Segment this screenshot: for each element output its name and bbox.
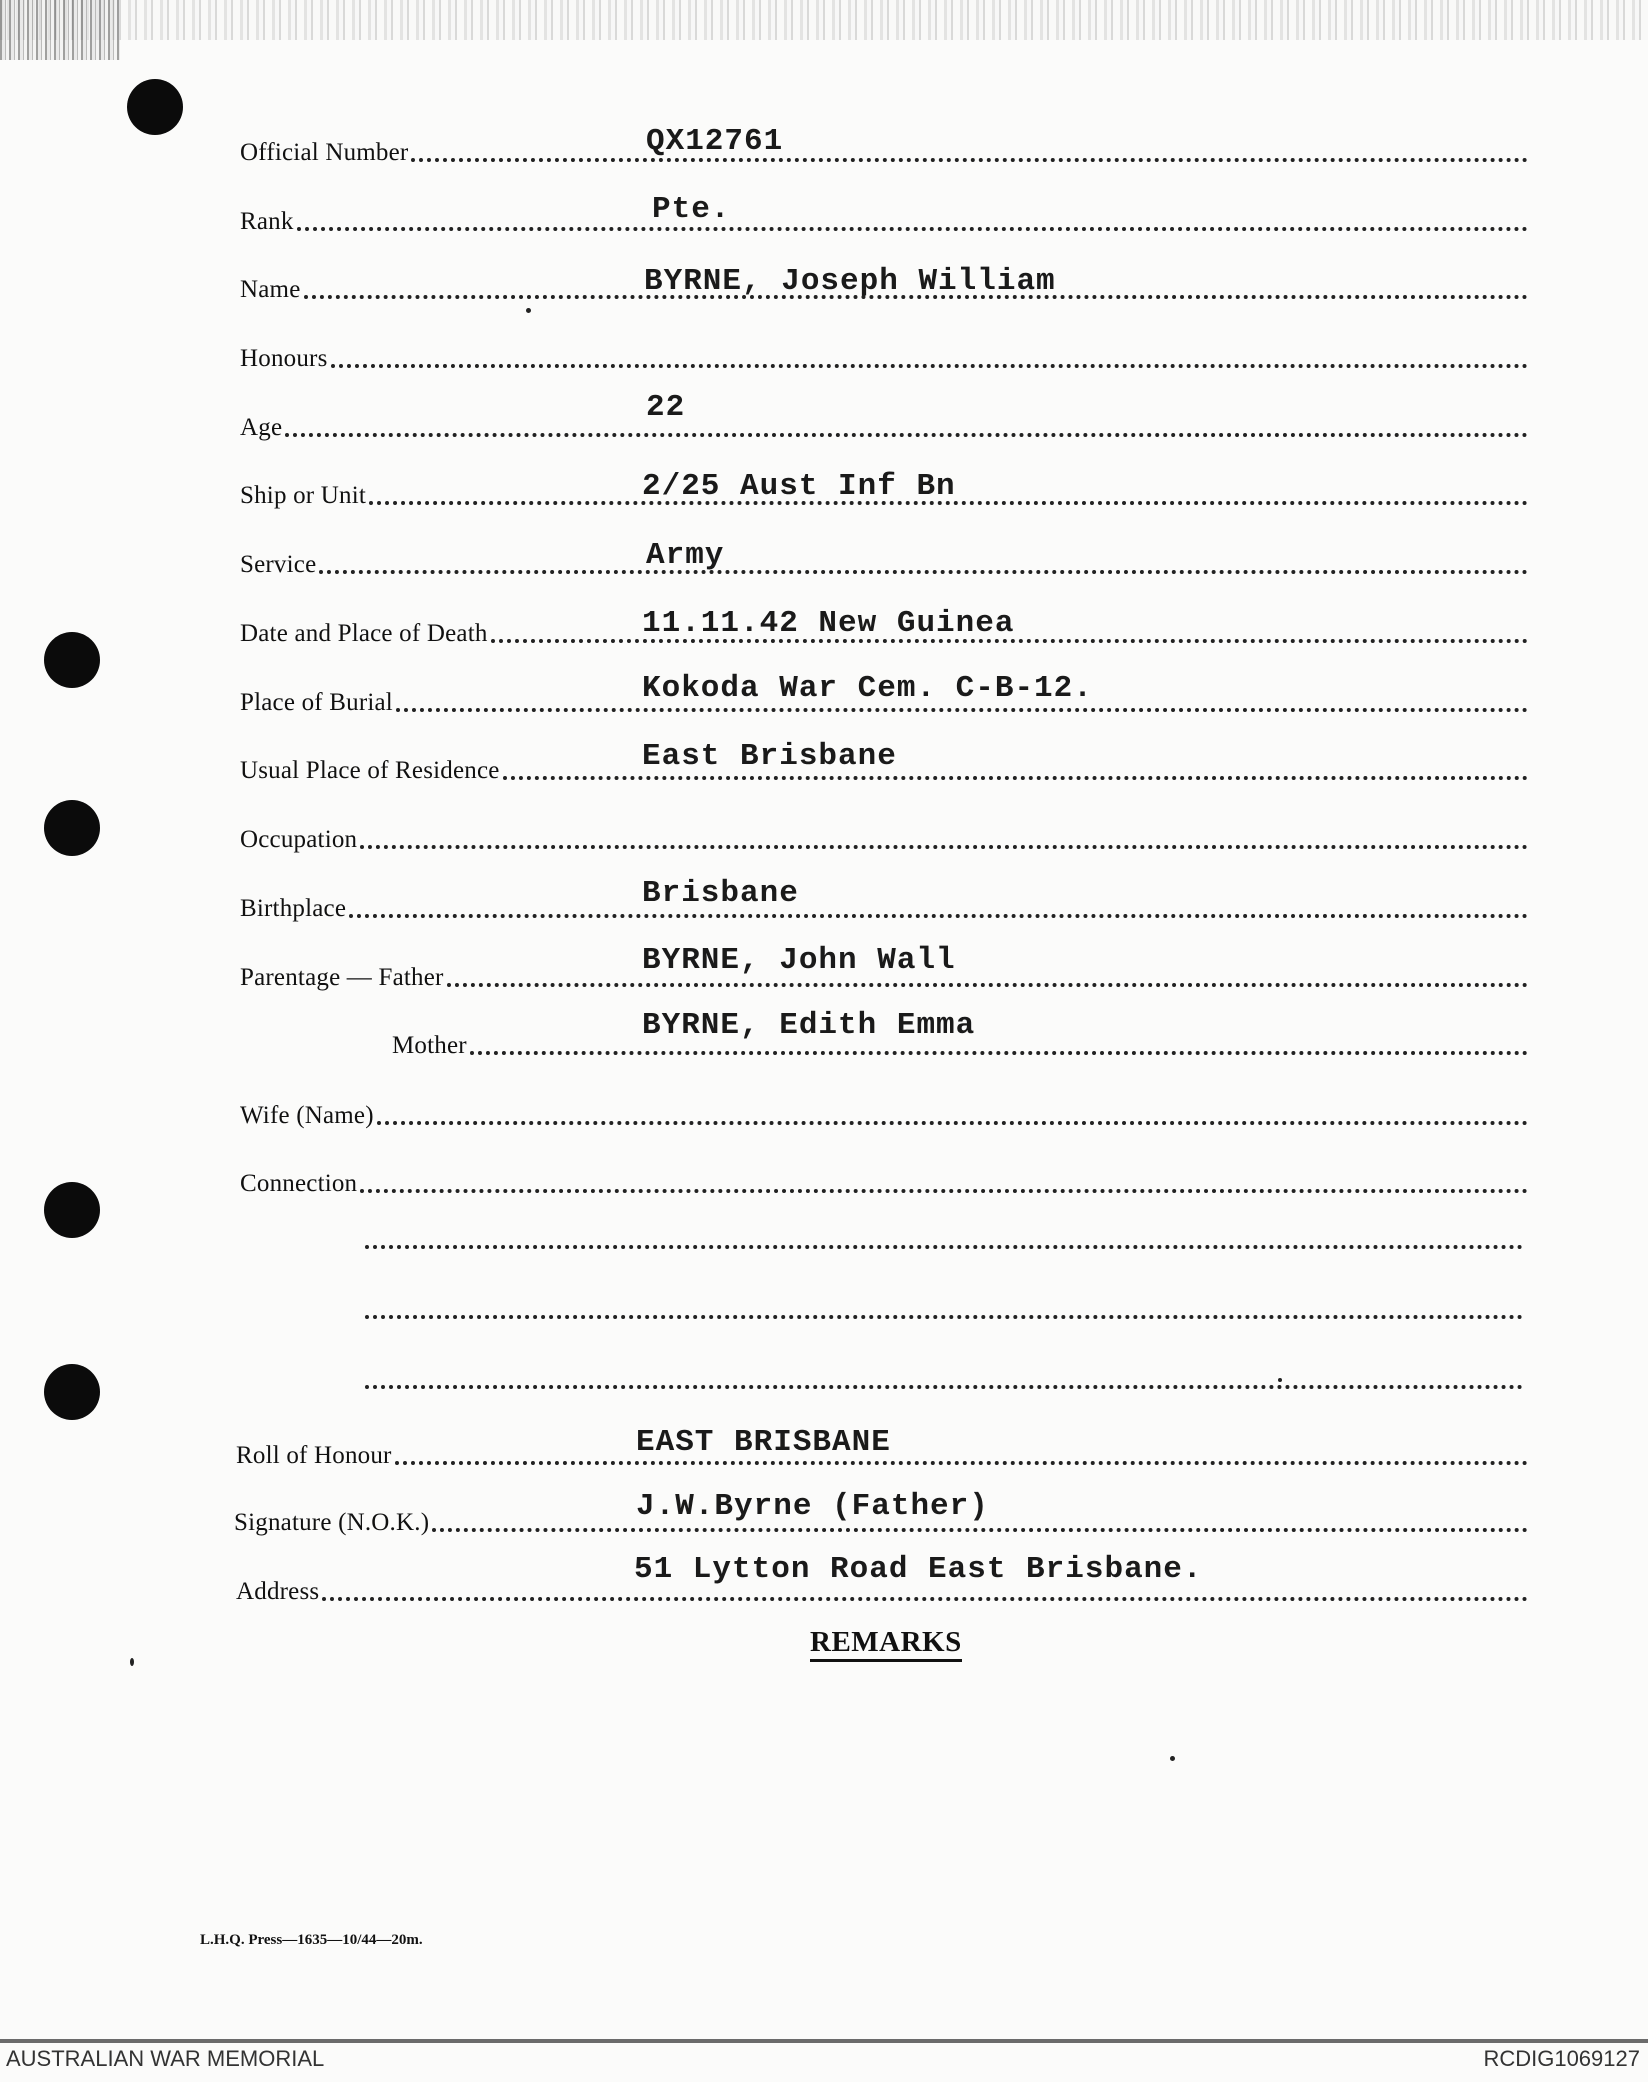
value-mother: BYRNE, Edith Emma xyxy=(642,1008,976,1043)
dotted-leader xyxy=(297,227,1528,231)
value-place-of-burial: Kokoda War Cem. C-B-12. xyxy=(642,671,1093,706)
dotted-leader xyxy=(447,983,1528,987)
label: Usual Place of Residence xyxy=(240,757,500,784)
label: Service xyxy=(240,551,317,578)
label: Address xyxy=(236,1578,320,1605)
label: Wife (Name) xyxy=(240,1102,374,1129)
value-parentage-father: BYRNE, John Wall xyxy=(642,943,956,978)
remarks-heading: REMARKS xyxy=(810,1626,962,1662)
dotted-leader xyxy=(319,570,1528,574)
label: Name xyxy=(240,276,301,303)
value-service: Army xyxy=(646,538,725,573)
field-honours xyxy=(240,333,1528,373)
dotted-leader xyxy=(432,1528,1528,1532)
dotted-leader xyxy=(395,1461,1528,1465)
value-birthplace: Brisbane xyxy=(642,876,799,911)
value-date-place-of-death: 11.11.42 New Guinea xyxy=(642,606,1015,641)
dotted-leader xyxy=(322,1597,1528,1601)
dotted-leader xyxy=(360,1189,1528,1193)
scan-edge-noise xyxy=(0,0,1648,40)
label: Honours xyxy=(240,345,328,372)
label: Parentage — Father xyxy=(240,964,444,991)
scan-speck xyxy=(1170,1756,1175,1761)
label: Mother xyxy=(392,1032,467,1059)
dotted-leader xyxy=(503,776,1528,780)
label: Birthplace xyxy=(240,895,347,922)
field-birthplace xyxy=(240,883,1528,923)
dotted-leader xyxy=(360,845,1528,849)
connection-continuation-line xyxy=(365,1315,1523,1319)
scan-speck xyxy=(1278,1378,1282,1382)
label: Place of Burial xyxy=(240,689,393,716)
punch-hole xyxy=(44,1182,100,1238)
label: Ship or Unit xyxy=(240,482,367,509)
dotted-leader xyxy=(470,1051,1528,1055)
field-wife-name xyxy=(240,1090,1528,1130)
value-address: 51 Lytton Road East Brisbane. xyxy=(634,1552,1203,1587)
footer-record-id: RCDIG1069127 xyxy=(1483,2046,1640,2071)
connection-continuation-line xyxy=(365,1385,1523,1389)
label: Date and Place of Death xyxy=(240,620,488,647)
punch-hole xyxy=(44,1364,100,1420)
label: Age xyxy=(240,414,283,441)
dotted-leader xyxy=(377,1121,1528,1125)
bottom-rule xyxy=(0,2039,1648,2043)
value-signature-nok: J.W.Byrne (Father) xyxy=(636,1489,989,1524)
dotted-leader xyxy=(396,708,1528,712)
press-note: L.H.Q. Press—1635—10/44—20m. xyxy=(200,1932,423,1948)
value-usual-place-of-residence: East Brisbane xyxy=(642,739,897,774)
dotted-leader xyxy=(349,914,1528,918)
label: Occupation xyxy=(240,826,358,853)
field-service xyxy=(240,539,1528,579)
value-ship-or-unit: 2/25 Aust Inf Bn xyxy=(642,469,956,504)
field-official-number xyxy=(240,127,1528,167)
label: Signature (N.O.K.) xyxy=(234,1509,430,1536)
label: Connection xyxy=(240,1170,358,1197)
value-age: 22 xyxy=(646,390,686,425)
punch-hole xyxy=(127,79,183,135)
label: Rank xyxy=(240,208,294,235)
dotted-leader xyxy=(411,158,1528,162)
scan-speck xyxy=(526,308,531,313)
footer-institution: AUSTRALIAN WAR MEMORIAL xyxy=(6,2046,325,2071)
dotted-leader xyxy=(331,364,1528,368)
connection-continuation-line xyxy=(365,1245,1523,1249)
dotted-leader xyxy=(285,433,1528,437)
value-rank: Pte. xyxy=(652,192,731,227)
punch-hole xyxy=(44,632,100,688)
value-official-number: QX12761 xyxy=(646,124,784,159)
value-roll-of-honour: EAST BRISBANE xyxy=(636,1425,891,1460)
value-name: BYRNE, Joseph William xyxy=(644,264,1056,299)
scan-speck xyxy=(130,1658,134,1666)
label: Roll of Honour xyxy=(236,1442,392,1469)
label: Official Number xyxy=(240,139,409,166)
field-connection xyxy=(240,1158,1528,1198)
field-rank xyxy=(240,196,1528,236)
punch-hole xyxy=(44,800,100,856)
field-age xyxy=(240,402,1528,442)
scan-corner-noise xyxy=(0,0,120,60)
field-occupation xyxy=(240,814,1528,854)
